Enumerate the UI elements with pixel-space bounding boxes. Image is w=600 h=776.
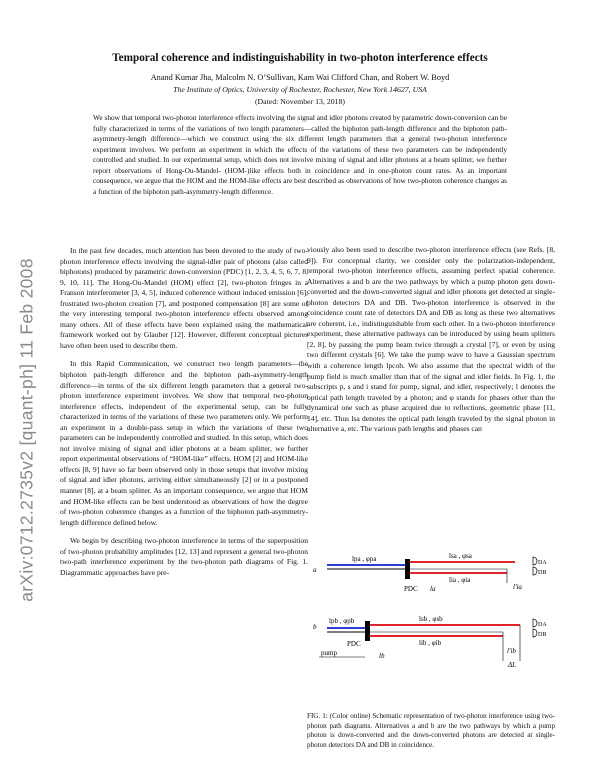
- db-label-a: DB: [538, 570, 547, 576]
- detector-b-icon: [533, 567, 537, 575]
- arxiv-sidebar-id: [14, 200, 40, 660]
- detector-a-icon: [533, 557, 537, 565]
- detector-a-icon: [533, 619, 537, 627]
- lib-label: lib , φib: [419, 639, 442, 647]
- author-list: Anand Kumar Jha, Malcolm N. O’Sullivan, Kam Wai Clifford Chan, and Robert W. Boyd: [150, 73, 450, 82]
- da-label-a: DA: [538, 560, 547, 566]
- body-paragraph: In this Rapid Communication, we construct two length parameters—the biphoton path-length difference and the biphoton path-asymmetry-length difference—in terms of the six different length parameters that a general two-photon interference experiment involves. We show that temporal two-photon interference effects, independent of the experimental setup, can be fully characterized in terms of the variations of these two parameters only. We perform an experiment in a double-pass setup in which the variations of these two parameters can be independently controlled and studied. In this setup, which does not involve mixing of signal and idler photons at a beam splitter, we further report experimental observations of “HOM-like” effects. HOM [2] and HOM-like effects [8, 9] have so far been observed only in those setups that involve mixing of signal and idler photons, arriving either simultaneously [2] or in a postponed manner [8], at a beam splitter. As an important consequence, we argue that HOM and HOM-like effects can be best understood as observations of how the degree of two-photon coherence changes as a function of the biphoton path-asymmetry-length difference defined below.: [60, 359, 308, 527]
- body-paragraph: In the past few decades, much attention has been devoted to the study of two-photon interference effects involving the signal-idler pair of photons (also called biphotons) produced by parametric down-conversion (PDC) [1, 2, 3, 4, 5, 6, 7, 8, 9, 10, 11]. The Hong-Ou-Mandel (HOM) effect [2], two-photon fringes in a Franson interferometer [3, 4, 5], induced coherence without induced emission [6], frustrated two-photon creation [7], and postponed compensation [8] are some of the very interesting temporal two-photon interference effects observed among many others. All of these effects have been explained using the mathematical framework worked out by Glauber [12]. However, different conceptual pictures have often been used to describe them.: [60, 246, 308, 350]
- lsb-label: lsb , φsb: [419, 615, 443, 623]
- pdc-label-a: PDC: [404, 585, 418, 593]
- right-column: [307, 245, 555, 443]
- figure-caption: FIG. 1: (Color online) Schematic representation of two-photon interference using two-photon path diagrams. Alternatives a and b are the two pathways by which a pump photon is down-converted and the down-converted photons are detected at single-photon detectors DA and DB in coincidence.: [307, 712, 555, 749]
- da-label-b: DA: [538, 622, 547, 628]
- paper-title: Temporal coherence and indistinguishability in two-photon interference effects: [112, 52, 488, 64]
- pump-label: pump: [321, 649, 337, 657]
- lpa-label: lpa , φpa: [352, 555, 377, 563]
- affiliation: The Institute of Optics, University of Rochester, Rochester, New York 14627, USA: [173, 85, 427, 94]
- lpb-label: lpb , φpb: [329, 617, 355, 625]
- path-diagram: [307, 549, 555, 689]
- lib-prime-label: l′ib: [507, 647, 516, 655]
- label-b: b: [313, 623, 317, 631]
- delta-l-label: ΔL: [508, 661, 517, 669]
- detector-b-icon: [533, 629, 537, 637]
- pdc-crystal-a: [405, 559, 410, 579]
- lia-label: lia , φia: [449, 576, 471, 584]
- pdc-crystal-b: [365, 621, 370, 641]
- la-label: la: [430, 585, 436, 593]
- date-line: (Dated: November 13, 2018): [254, 97, 346, 106]
- body-paragraph: viously also been used to describe two-photon interference effects (see Refs. [8, 9]). For conceptual clarity, we consider only the polarization-independent, temporal two-photon interference effects, assuming perfect spatial coherence. Alternatives a and b are the two pathways by which a pump photon gets down-converted and the down-converted signal and idler photons get detected at single-photon detectors DA and DB. Two-photon interference is observed in the coincidence count rate of detectors DA and DB as long as these two alternatives are coherent, i.e., indistinguishable from each other. In a two-photon interference experiment, these alternative pathways can be introduced by using beam splitters [2, 8], by passing the pump beam twice through a crystal [7], or even by using two different crystals [6]. We take the pump wave to have a Gaussian spectrum with a coherence length lpcoh. We also assume that the spectral width of the pump field is much smaller than that of the signal and idler fields. In Fig. 1, the subscripts p, s and i stand for pump, signal, and idler, respectively; l denotes the optical path length traveled by a photon; and φ stands for phases other than the dynamical one such as phase acquired due to reflections, geometric phase [11, 14], etc. Thus lsa denotes the optical path length traveled by the signal photon in alternative a, etc. The various path lengths and phases can: [307, 245, 555, 434]
- arxiv-id-text: arXiv:0712.2735v2 [quant-ph] 11 Feb 2008: [16, 258, 37, 602]
- body-paragraph: We begin by describing two-photon interference in terms of the superposition of two-photon probability amplitudes [12, 13] and represent a general two-photon two-path interference experiment by the two-photon path diagrams of Fig. 1. Diagrammatic approaches have pre-: [60, 536, 308, 577]
- label-a: a: [313, 566, 317, 574]
- pdc-label-b: PDC: [347, 640, 361, 648]
- db-label-b: DB: [538, 632, 547, 638]
- lb-label: lb: [379, 652, 385, 660]
- lsa-label: lsa , φsa: [449, 552, 472, 560]
- lia-prime-label: l′ia: [513, 583, 522, 591]
- figure-1: [307, 549, 555, 689]
- left-column: [60, 246, 308, 586]
- abstract: We show that temporal two-photon interference effects involving the signal and idler photons created by parametric down-conversion can be fully characterized in terms of the variations of two length parameters—called the biphoton path-length difference and the biphoton path-asymmetry-length difference—which we construct using the six different length parameters that a general two-photon interference experiment involves. We perform an experiment in which the effects of the variations of these two parameters can be independently controlled and studied. In our experimental setup, which does not involve mixing of signal and idler photons at a beam splitter, we further report observations of Hong-Ou-Mandel- (HOM-)like effects both in coincidence and in one-photon count rates. As an important consequence, we argue that the HOM and the HOM-like effects are best described as observations of how two-photon coherence changes as a function of the biphoton path-asymmetry-length difference.: [93, 113, 507, 196]
